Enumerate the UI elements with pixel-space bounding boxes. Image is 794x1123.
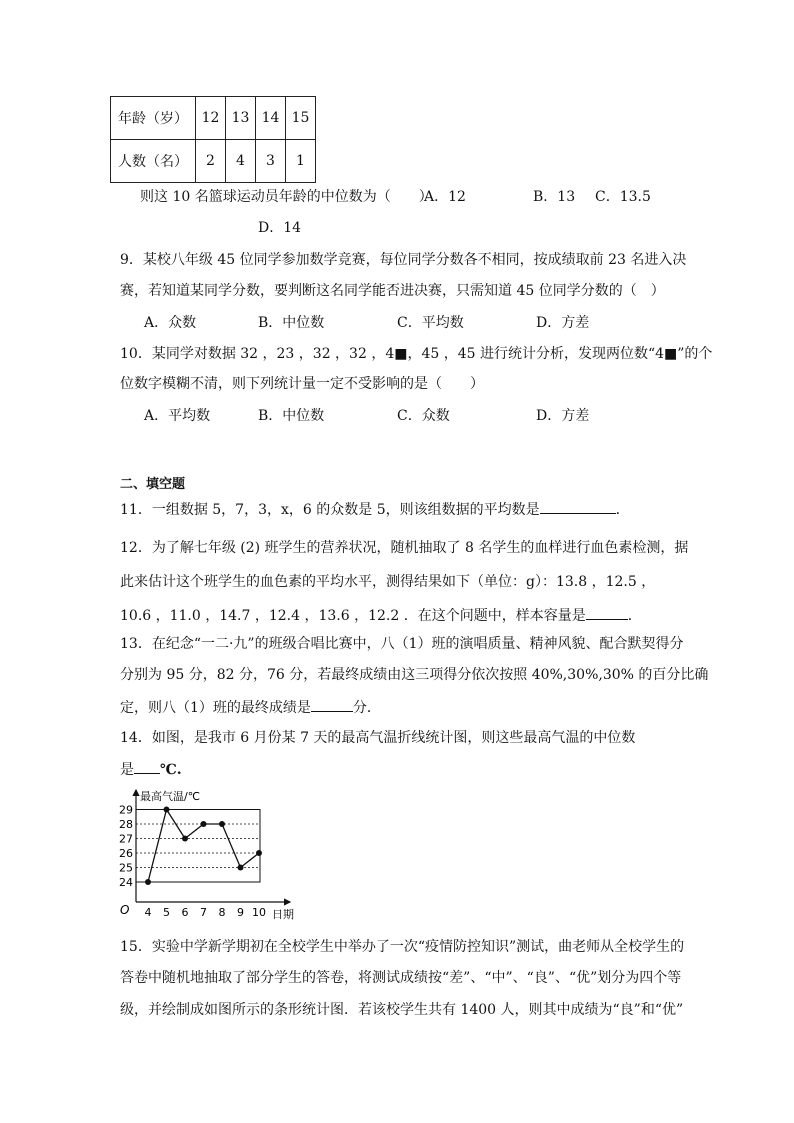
x-tick-label: 4 [144, 906, 152, 919]
q9-option-c[interactable]: C．平均数 [397, 315, 464, 331]
q9-line-1: 9．某校八年级 45 位同学参加数学竞赛，每位同学分数各不相同，按成绩取前 23 名进入决 [120, 252, 687, 268]
table-row-count [111, 140, 316, 183]
y-tick-label: 29 [119, 803, 133, 817]
q12-line-3-end: ． [627, 608, 642, 624]
q8-option-d[interactable]: D．14 [258, 220, 302, 236]
origin-label: O [120, 903, 130, 917]
q14-answer-blank[interactable] [134, 759, 160, 774]
q13-line-3 [120, 697, 381, 718]
q13-answer-blank[interactable] [311, 697, 353, 712]
data-point [238, 865, 244, 871]
q10-option-c[interactable]: C．众数 [397, 408, 450, 424]
x-tick-label: 7 [200, 906, 207, 919]
series-line [148, 810, 259, 883]
q8-option-c[interactable]: C．13.5 [595, 189, 651, 205]
x-tick-label: 5 [163, 906, 170, 919]
q13-line-3-text: 定，则八（1）班的最终成绩是 [120, 700, 311, 716]
q10-option-a[interactable]: A．平均数 [144, 408, 211, 424]
q11-stem: 11．一组数据 5，7，3，x，6 的众数是 5，则该组数据的平均数是 [120, 502, 540, 518]
q9-option-d[interactable]: D．方差 [536, 315, 590, 331]
table-cell: 2 [196, 140, 226, 183]
data-point [201, 821, 207, 827]
q12-line-1: 12．为了解七年级 (2) 班学生的营养状况，随机抽取了 8 名学生的血样进行血色素检测，据 [120, 540, 689, 556]
q9-option-a[interactable]: A．众数 [144, 315, 197, 331]
x-tick-label: 9 [237, 906, 244, 919]
q9-line-2: 赛，若知道某同学分数，要判断这名同学能否进决赛，只需知道 45 位同学分数的（ ） [120, 283, 665, 299]
q9-option-b[interactable]: B．中位数 [258, 315, 325, 331]
x-tick-label: 10 [252, 906, 266, 919]
q12-line-3 [120, 605, 642, 626]
x-tick-label: 8 [218, 906, 226, 919]
temperature-line-chart [112, 784, 308, 924]
q13-line-2: 分别为 95 分，82 分，76 分，若最终成绩由这三项得分依次按照 40%,30%,30% 的百分比确 [120, 667, 709, 683]
q15-line-1: 15．实验中学新学期初在全校学生中举办了一次“疫情防控知识”测试，曲老师从全校学生的 [120, 939, 685, 955]
y-tick-label: 24 [119, 876, 133, 889]
table-cell: 15 [286, 97, 316, 140]
q14-line-2 [120, 759, 182, 780]
table-row-age [111, 97, 316, 140]
q8-option-b[interactable]: B．13 [533, 189, 576, 205]
table-cell: 4 [226, 140, 256, 183]
age-table [110, 96, 316, 183]
y-tick-label: 28 [119, 818, 133, 831]
y-tick-label: 27 [119, 832, 133, 846]
x-axis-label: 日期 [272, 908, 294, 921]
q14-line-2-text: 是 [120, 762, 134, 778]
q12-line-2: 此来估计这个班学生的血色素的平均水平，测得结果如下（单位：g）：13.8 ，12.5 ， [120, 574, 656, 590]
x-tick-label: 6 [181, 906, 189, 919]
q10-option-d[interactable]: D．方差 [536, 408, 590, 424]
table-cell: 12 [196, 97, 226, 140]
q8-stem: 则这 10 名篮球运动员年龄的中位数为（ ） [140, 189, 433, 205]
data-point [219, 821, 225, 827]
q15-line-2: 答卷中随机地抽取了部分学生的答卷，将测试成绩按“差”、“中”、“良”、“优”划分为四个等 [120, 970, 682, 986]
q15-line-3: 级，并绘制成如图所示的条形统计图．若该校学生共有 1400 人，则其中成绩为“良”和“优” [120, 1002, 684, 1018]
y-axis-label: 最高气温/℃ [140, 790, 201, 803]
table-cell: 1 [286, 140, 316, 183]
table-header-age: 年龄（岁） [111, 97, 196, 140]
data-point [182, 836, 188, 842]
data-point [164, 807, 170, 813]
q11-end: ． [615, 502, 630, 518]
table-header-count: 人数（名） [111, 140, 196, 183]
table-cell: 14 [256, 97, 286, 140]
plot-frame [136, 810, 260, 883]
q11-text [120, 499, 630, 520]
q8-option-a[interactable]: A．12 [424, 189, 466, 205]
q13-line-3-end: 分． [352, 700, 381, 716]
chart-grid [136, 810, 260, 883]
data-point [145, 879, 151, 885]
table-cell: 13 [226, 97, 256, 140]
q10-line-2: 位数字模糊不清，则下列统计量一定不受影响的是（ ） [120, 376, 484, 392]
q10-line-1: 10．某同学对数据 32 ，23 ，32 ，32 ，4■，45 ，45 进行统计分析，发现两位数“4■”的个 [120, 346, 713, 362]
data-point [256, 850, 262, 856]
q10-option-b[interactable]: B．中位数 [258, 408, 325, 424]
table-cell: 3 [256, 140, 286, 183]
q14-line-1: 14．如图，是我市 6 月份某 7 天的最高气温折线统计图，则这些最高气温的中位数 [120, 730, 636, 746]
q12-answer-blank[interactable] [586, 605, 628, 620]
y-tick-label: 25 [119, 861, 133, 875]
q11-answer-blank[interactable] [540, 499, 616, 514]
q13-line-1: 13．在纪念“一二·九”的班级合唱比赛中，八（1）班的演唱质量、精神风貌、配合默契得分 [120, 636, 684, 652]
q14-line-2-end: ℃. [160, 762, 182, 778]
section-title-fill-in: 二、填空题 [120, 477, 186, 492]
q12-line-3-text: 10.6 ，11.0 ，14.7 ，12.4 ，13.6 ，12.2 ．在这个问题中，样本容量是 [120, 608, 586, 624]
y-tick-label: 26 [119, 847, 133, 860]
